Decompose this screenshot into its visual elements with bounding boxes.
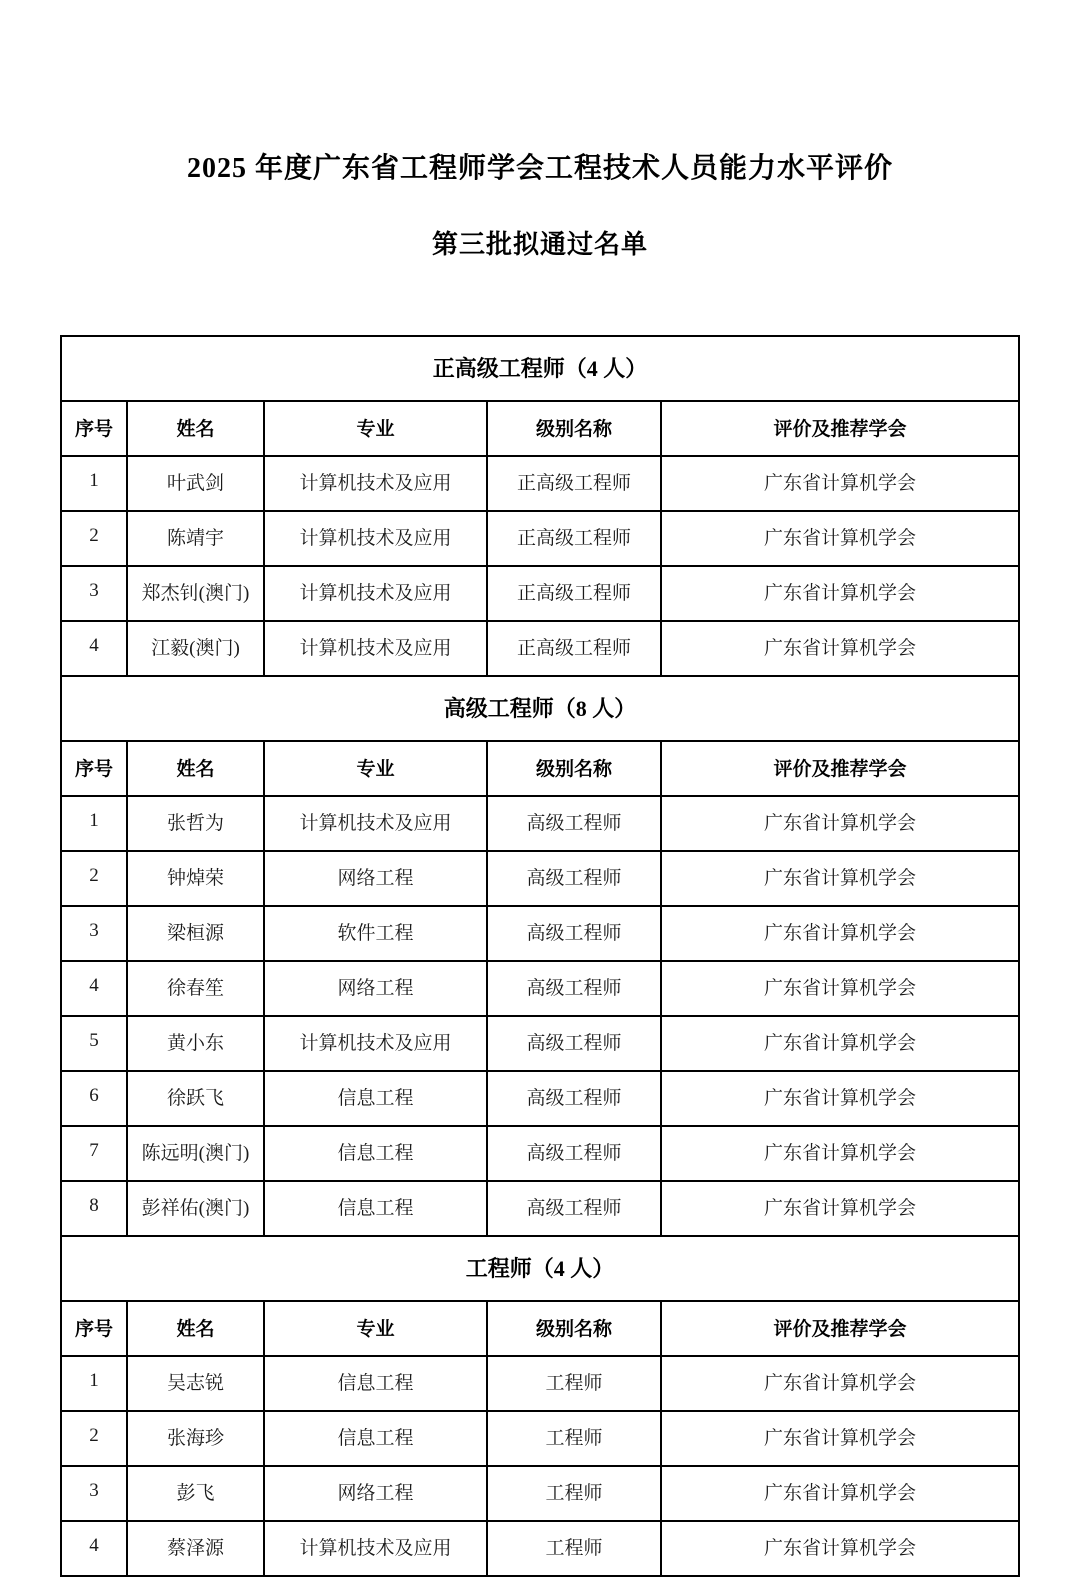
level-cell: 高级工程师 [487,1016,661,1071]
society-cell: 广东省计算机学会 [661,1356,1019,1411]
roster-table-body [61,336,1019,1576]
major-cell: 计算机技术及应用 [264,1016,487,1071]
name-cell: 吴志锐 [127,1356,264,1411]
major-cell: 网络工程 [264,851,487,906]
level-cell: 工程师 [487,1466,661,1521]
level-cell: 正高级工程师 [487,566,661,621]
column-header-society-cell: 评价及推荐学会 [661,741,1019,796]
name-cell: 黄小东 [127,1016,264,1071]
index-cell: 6 [61,1071,127,1126]
society-cell: 广东省计算机学会 [661,1181,1019,1236]
table-row [61,456,1019,511]
table-row [61,1181,1019,1236]
level-cell: 正高级工程师 [487,511,661,566]
table-row [61,796,1019,851]
level-cell: 正高级工程师 [487,621,661,676]
society-cell: 广东省计算机学会 [661,1071,1019,1126]
section-header: 高级工程师（8 人） [61,676,1019,741]
index-cell: 5 [61,1016,127,1071]
column-header-level-cell: 级别名称 [487,401,661,456]
name-cell: 叶武剑 [127,456,264,511]
major-cell: 信息工程 [264,1071,487,1126]
name-cell: 徐春笙 [127,961,264,1016]
table-row [61,1356,1019,1411]
section-header-row [61,1236,1019,1301]
index-cell: 7 [61,1126,127,1181]
society-cell: 广东省计算机学会 [661,456,1019,511]
name-cell: 郑杰钊(澳门) [127,566,264,621]
column-header-index-cell: 序号 [61,401,127,456]
column-header-society-cell: 评价及推荐学会 [661,401,1019,456]
section-header-row [61,676,1019,741]
column-header-major-cell: 专业 [264,1301,487,1356]
major-cell: 计算机技术及应用 [264,456,487,511]
column-header-society-cell: 评价及推荐学会 [661,1301,1019,1356]
name-cell: 钟焯荣 [127,851,264,906]
name-cell: 彭祥佑(澳门) [127,1181,264,1236]
level-cell: 工程师 [487,1521,661,1576]
column-header-level-cell: 级别名称 [487,1301,661,1356]
society-cell: 广东省计算机学会 [661,1016,1019,1071]
level-cell: 工程师 [487,1411,661,1466]
table-row [61,1016,1019,1071]
society-cell: 广东省计算机学会 [661,1411,1019,1466]
level-cell: 高级工程师 [487,1126,661,1181]
table-row [61,851,1019,906]
level-cell: 高级工程师 [487,851,661,906]
level-cell: 工程师 [487,1356,661,1411]
column-header-level-cell: 级别名称 [487,741,661,796]
major-cell: 信息工程 [264,1181,487,1236]
society-cell: 广东省计算机学会 [661,1126,1019,1181]
society-cell: 广东省计算机学会 [661,851,1019,906]
column-header-index-cell: 序号 [61,741,127,796]
major-cell: 计算机技术及应用 [264,621,487,676]
major-cell: 计算机技术及应用 [264,796,487,851]
major-cell: 信息工程 [264,1411,487,1466]
name-cell: 陈远明(澳门) [127,1126,264,1181]
column-header-index-cell: 序号 [61,1301,127,1356]
index-cell: 2 [61,851,127,906]
level-cell: 高级工程师 [487,1181,661,1236]
major-cell: 网络工程 [264,1466,487,1521]
name-cell: 张海珍 [127,1411,264,1466]
name-cell: 徐跃飞 [127,1071,264,1126]
index-cell: 1 [61,456,127,511]
column-header-row [61,1301,1019,1356]
level-cell: 正高级工程师 [487,456,661,511]
section-header: 正高级工程师（4 人） [61,336,1019,401]
table-row [61,566,1019,621]
page-title: 2025 年度广东省工程师学会工程技术人员能力水平评价 [186,153,893,184]
name-cell: 彭飞 [127,1466,264,1521]
column-header-row [61,741,1019,796]
column-header-name-cell: 姓名 [127,1301,264,1356]
name-cell: 梁桓源 [127,906,264,961]
society-cell: 广东省计算机学会 [661,796,1019,851]
page-subtitle: 第三批拟通过名单 [431,230,648,259]
table-row [61,1071,1019,1126]
index-cell: 2 [61,1411,127,1466]
level-cell: 高级工程师 [487,796,661,851]
society-cell: 广东省计算机学会 [661,1521,1019,1576]
index-cell: 4 [61,621,127,676]
index-cell: 2 [61,511,127,566]
table-row [61,961,1019,1016]
table-row [61,621,1019,676]
name-cell: 蔡泽源 [127,1521,264,1576]
name-cell: 张哲为 [127,796,264,851]
major-cell: 计算机技术及应用 [264,566,487,621]
index-cell: 3 [61,566,127,621]
society-cell: 广东省计算机学会 [661,1466,1019,1521]
table-row [61,1126,1019,1181]
level-cell: 高级工程师 [487,961,661,1016]
table-row [61,1411,1019,1466]
society-cell: 广东省计算机学会 [661,621,1019,676]
major-cell: 计算机技术及应用 [264,511,487,566]
index-cell: 4 [61,961,127,1016]
society-cell: 广东省计算机学会 [661,961,1019,1016]
index-cell: 1 [61,1356,127,1411]
column-header-row [61,401,1019,456]
section-header: 工程师（4 人） [61,1236,1019,1301]
column-header-major-cell: 专业 [264,401,487,456]
table-row [61,1466,1019,1521]
major-cell: 计算机技术及应用 [264,1521,487,1576]
society-cell: 广东省计算机学会 [661,511,1019,566]
index-cell: 3 [61,1466,127,1521]
major-cell: 信息工程 [264,1126,487,1181]
table-row [61,906,1019,961]
society-cell: 广东省计算机学会 [661,906,1019,961]
name-cell: 陈靖宇 [127,511,264,566]
level-cell: 高级工程师 [487,1071,661,1126]
roster-table [60,335,1020,1577]
index-cell: 4 [61,1521,127,1576]
table-row [61,1521,1019,1576]
index-cell: 3 [61,906,127,961]
column-header-name-cell: 姓名 [127,741,264,796]
section-header-row [61,336,1019,401]
major-cell: 网络工程 [264,961,487,1016]
index-cell: 8 [61,1181,127,1236]
table-row [61,511,1019,566]
society-cell: 广东省计算机学会 [661,566,1019,621]
level-cell: 高级工程师 [487,906,661,961]
major-cell: 信息工程 [264,1356,487,1411]
name-cell: 江毅(澳门) [127,621,264,676]
column-header-major-cell: 专业 [264,741,487,796]
major-cell: 软件工程 [264,906,487,961]
index-cell: 1 [61,796,127,851]
column-header-name-cell: 姓名 [127,401,264,456]
